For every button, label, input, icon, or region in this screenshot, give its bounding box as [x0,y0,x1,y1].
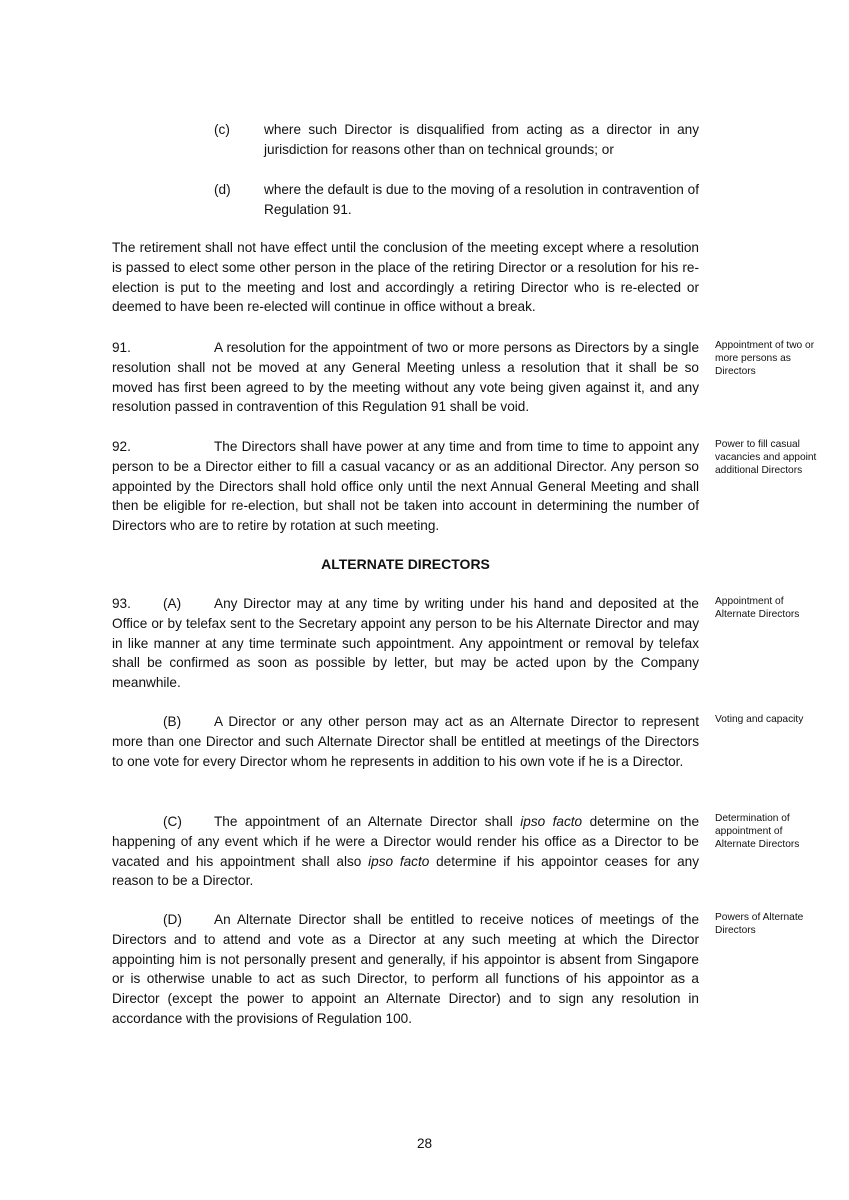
item-text-d: where the default is due to the moving of a resolution in contravention of Regulation 91. [264,182,699,217]
regulation-93-a-label: (A) [163,596,182,611]
regulation-92 [112,437,699,536]
margin-note-93c: Determination of appointment of Alternate Directors [715,813,800,850]
regulation-93-b [112,712,699,771]
regulation-92-text: The Directors shall have power at any time and from time to time to appoint any person to be a Director either to fill a casual vacancy or as an additional Director. Any person so appointed by the Directors shall hold office only until the next Annual General Meeting and shall then be eligible for re-election, but shall not be taken into account in determining the number of Directors who are to retire by rotation at such meeting. [112,439,699,534]
regulation-93-b-label: (B) [163,714,182,729]
regulation-93-a [112,594,699,693]
regulation-91-text: A resolution for the appointment of two or more persons as Directors by a single resolution shall not be moved at any General Meeting unless a resolution that it shall be so moved has first been agreed to by the meeting without any vote being given against it, and any resolution passed in contravention of this Regulation 91 shall be void. [112,340,699,415]
regulation-93-c-text-2: determine on the happening of any event which if he were a Director would render his office as a Director to be vacated and his appointment shall also [112,814,700,869]
regulation-93-number: 93. [112,596,131,611]
regulation-93-c-italic-1: ipso facto [520,814,583,829]
regulation-93-c-label: (C) [163,814,182,829]
retirement-paragraph: The retirement shall not have effect until the conclusion of the meeting except where a resolution is passed to elect some other person in the place of the retiring Director or a resolution for his re-election is put to the meeting and lost and accordingly a retiring Director who is re-elected or deemed to have been re-elected will continue in office without a break. [112,240,699,315]
section-heading: ALTERNATE DIRECTORS [321,556,490,572]
page-number: 28 [416,1136,433,1151]
regulation-93-d-label: (D) [163,912,182,927]
regulation-91 [112,338,699,417]
regulation-91-number: 91. [112,340,131,355]
regulation-92-number: 92. [112,439,131,454]
margin-note-93b: Voting and capacity [715,714,804,725]
regulation-93-b-text: A Director or any other person may act as an Alternate Director to represent more than one Director and such Alternate Director shall be entitled at meetings of the Directors to one vote for every Director whom he represents in addition to his own vote if he is a Director. [112,714,699,769]
margin-note-93d: Powers of Alternate Directors [715,912,804,936]
regulation-93-c-text-1: The appointment of an Alternate Director shall [214,814,521,829]
regulation-93-a-text: Any Director may at any time by writing under his hand and deposited at the Office or by telefax sent to the Secretary appoint any person to be his Alternate Director and may in like manner at any time terminate such appointment. Any appointment or removal by telefax shall be confirmed as soon as possible by letter, but may be acted upon by the Company meanwhile. [112,596,699,691]
item-label-c: (c) [214,122,230,137]
item-text-c: where such Director is disqualified from acting as a director in any jurisdiction for reasons other than on technical grounds; or [264,122,699,157]
regulation-93-c-text-3: determine if his appointor ceases for any reason to be a Director. [112,853,700,889]
regulation-93-c-italic-2: ipso facto [368,853,430,869]
regulation-93-d-text: An Alternate Director shall be entitled to receive notices of meetings of the Directors and to attend and vote as a Director at any such meeting at which the Director appointing him is not personally present and generally, if his appointor is absent from Singapore or is otherwise unable to act as such Director, to perform all functions of his appointor as a Director (except the power to appoint an Alternate Director) and to sign any resolution in accordance with the provisions of Regulation 100. [112,912,699,1026]
item-label-d: (d) [214,182,231,197]
margin-note-91: Appointment of two or more persons as Directors [715,340,815,377]
margin-note-92: Power to fill casual vacancies and appoint additional Directors [715,439,817,476]
regulation-93-c [112,812,699,891]
margin-note-93a: Appointment of Alternate Directors [715,596,800,620]
regulation-93-d [112,910,699,1029]
